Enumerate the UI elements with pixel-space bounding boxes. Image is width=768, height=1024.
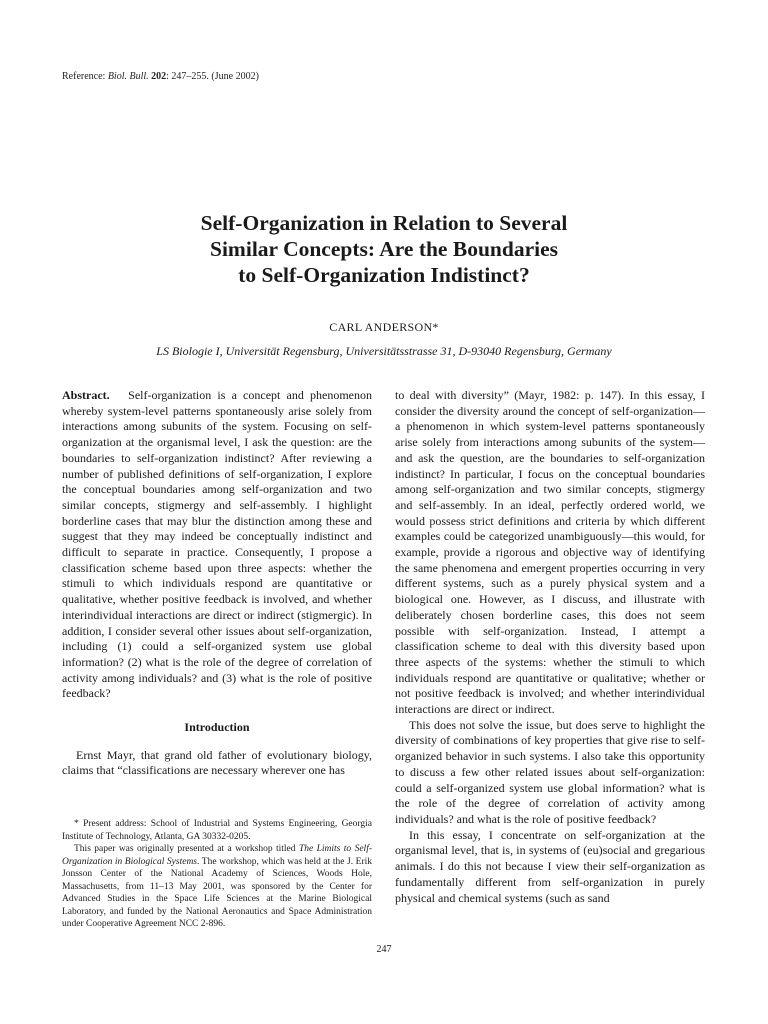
- title-line-2: Similar Concepts: Are the Boundaries: [210, 237, 558, 261]
- intro-paragraph-1: Ernst Mayr, that grand old father of evolutionary biology, claims that “classifications are necessary wherever one has: [62, 747, 372, 778]
- body-paragraph-1: to deal with diversity” (Mayr, 1982: p. 147). In this essay, I consider the diversity around the concept of self-organization—a phenomenon in which system-level patterns spontaneously arise solely from interactions among subunits of the system—and ask the question, are the boundaries to self-organization indistinct? In particular, I focus on the conceptual boundaries among self-organization and two similar concepts, stigmergy and self-assembly. In an ideal, perfectly ordered world, we would possess strict definitions and criteria by which different examples could be categorized unambiguously—this would, for example, provide a rigorous and objective way of identifying the same phenomena and emergent properties occurring in very different systems, such as a purely physical system and a biological one. However, as I discuss, and illustrate with deliberately chosen borderline cases, this does not seem possible with self-organization. Instead, I attempt a classification scheme to deal with this diversity based upon three aspects of the systems: whether the stimuli to which individuals respond are quantitative or qualitative; whether or not positive feedback is involved; and whether interindividual interactions are direct or indirect.: [395, 388, 705, 717]
- right-column: [395, 388, 705, 906]
- section-heading-introduction: Introduction: [184, 720, 250, 735]
- footnote-workshop-after: . The workshop, which was held at the J. Erik Jonsson Center of the National Academy of Sciences, Woods Hole, Massachusetts, from 11–13 May 2001, was sponsored by the Center for Advanced Studies in the Space Life Sciences at the Marine Biological Laboratory, and funded by the National Aeronautics and Space Administration under Cooperative Agreement NCC 2-896.: [62, 856, 372, 929]
- reference-line: [62, 71, 259, 82]
- footnote-present-address: * Present address: School of Industrial and Systems Engineering, Georgia Institute of Technology, Atlanta, GA 30332-0205.: [62, 819, 372, 842]
- reference-prefix: Reference:: [62, 71, 108, 82]
- footnote-workshop-before: This paper was originally presented at a workshop titled: [74, 844, 299, 854]
- abstract-text: Self-organization is a concept and phenomenon whereby system-level patterns spontaneously arise solely from interactions among subunits of the system. Focusing on self-organization at the organismal level, I ask the question: are the boundaries to self-organization indistinct? After reviewing a number of published definitions of self-organization, I explore the conceptual boundaries among self-organization and two similar concepts, stigmergy and self-assembly. I highlight borderline cases that may blur the distinction among these and suggest that they may indeed be conceptually indistinct and difficult to separate in practice. Consequently, I propose a classification scheme based upon three aspects: whether the stimuli to which individuals respond are quantitative or qualitative, whether positive feedback is involved, and whether interindividual interactions are direct or indirect (stigmergic). In addition, I consider several other issues about self-organization, including (1) could a self-organized system use global information? (2) what is the role of the degree of correlation of activity among individuals? and (3) what is the role of positive feedback?: [62, 388, 373, 701]
- abstract-label: Abstract.: [62, 388, 110, 402]
- journal-volume: 202: [151, 71, 167, 82]
- body-paragraph-2: This does not solve the issue, but does serve to highlight the diversity of combinations of key properties that give rise to self-organized behavior in such systems. I also take this opportunity to discuss a few other related issues about self-organization: could a self-organized system use global information? what is the role of the degree of correlation of activity among individuals? and what is the role of positive feedback?: [395, 717, 705, 826]
- reference-pages-date: : 247–255. (June 2002): [166, 71, 259, 82]
- footnote-workshop-title: The Limits to Self-Organization in Biological Systems: [62, 844, 372, 867]
- author-affiliation: LS Biologie I, Universität Regensburg, Universitätsstrasse 31, D-93040 Regensburg, Germany: [156, 344, 612, 358]
- footnotes: [62, 818, 372, 931]
- title-line-1: Self-Organization in Relation to Several: [200, 211, 568, 235]
- author-name: CARL ANDERSON*: [329, 320, 439, 334]
- body-paragraph-3: In this essay, I concentrate on self-organization at the organismal level, that is, in systems of (eu)social and gregarious animals. I do this not because I view their self-organization as fundamentally different from self-organization in purely physical and chemical systems (such as sand: [395, 827, 705, 905]
- title-line-3: to Self-Organization Indistinct?: [238, 263, 530, 287]
- paper-title: [84, 210, 684, 288]
- journal-name: Biol. Bull.: [107, 71, 149, 82]
- left-column: [62, 388, 372, 779]
- abstract: [62, 388, 372, 702]
- footnote-workshop: [62, 843, 372, 931]
- page-number: 247: [376, 944, 392, 955]
